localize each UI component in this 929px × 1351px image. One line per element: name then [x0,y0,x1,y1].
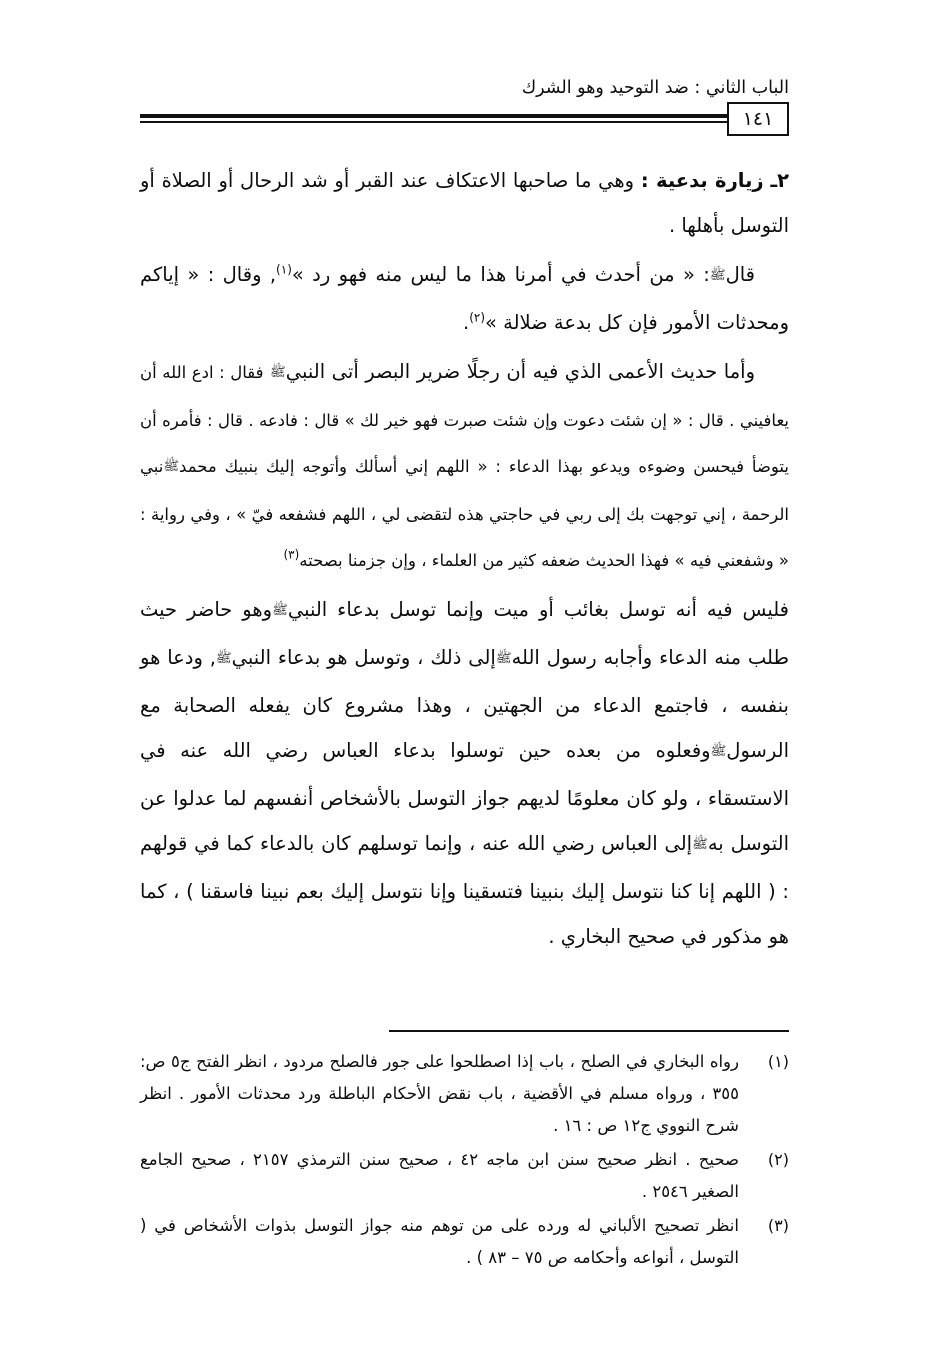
footnotes [140,1046,789,1276]
para3-part-b: فقال : ادع الله أن يعافيني . قال : « إن شئت دعوت وإن شئت صبرت فهو خير لك » قال : فادعه . قال : فأمره أن يتوضأ فيحسن وضوءه ويدعو بهذا الدعاء : « اللهم إني أسألك وأتوجه إليك بنبيك محمد [140,363,789,476]
para2-end: . [462,311,470,334]
footnote-item [140,1210,789,1274]
footnote-item [140,1144,789,1208]
footnote-separator [389,1030,789,1032]
header-rule-thin [140,121,734,123]
para3-part-c: نبي الرحمة ، إني توجهت بك إلى ربي في حاجتي هذه لتقضى لي ، اللهم فشفعه فيّ » ، وفي رواية : « وشفعني فيه » فهذا الحديث ضعفه كثير من العلماء ، وإن جزمنا بصحته [140,457,789,570]
salla-icon: ﷺ [272,603,288,618]
para4-part-e: وفعلوه من بعده حين توسلوا بدعاء العباس رضي الله عنه في الاستسقاء ، ولو كان معلومًا لديهم جواز التوسل بالأشخاص أنفسهم لما عدلوا عن التوسل به [140,739,789,855]
salla-icon: ﷺ [692,837,708,852]
item-number: ٢ـ [770,169,790,192]
numbered-item-2 [140,158,789,248]
footnote-text: صحيح . انظر صحيح سنن ابن ماجه ٤٢ ، صحيح سنن الترمذي ٢١٥٧ ، صحيح الجامع الصغير ٢٥٤٦ . [140,1150,739,1201]
item-title: زيارة بدعية : [640,169,764,192]
footnote-ref-3[interactable]: (٣) [283,547,300,562]
paragraph-explanation [140,587,789,959]
para4-part-a: فليس فيه أنه توسل بغائب أو ميت وإنما توسل بدعاء النبي [287,598,789,621]
salla-icon: ﷺ [270,365,286,380]
para2-part-b: : « من أحدث في أمرنا هذا ما ليس منه فهو رد » [291,263,710,286]
para2-part-a: قال [725,263,755,286]
footnote-marker: (٣) [767,1216,789,1235]
item-text: وهي ما صاحبها الاعتكاف عند القبر أو شد الرحال أو الصلاة أو التوسل بأهلها . [140,169,789,237]
footnote-text: رواه البخاري في الصلح ، باب إذا اصطلحوا على جور فالصلح مردود ، انظر الفتح ج٥ ص: ٣٥٥ ، ورواه مسلم في الأقضية ، باب نقض الأحكام الباطلة ورد محدثات الأمور . انظر شرح النووي ج١٢ ص : ١٦ . [140,1052,739,1135]
page-header [140,78,789,138]
para4-part-b: وهو حاضر حيث طلب منه الدعاء وأجابه رسول الله [140,598,790,669]
footnote-ref-1[interactable]: (١) [276,262,292,277]
para4-part-c: إلى ذلك ، وتوسل هو بدعاء النبي [231,646,496,669]
para4-part-f: إلى العباس رضي الله عنه ، وإنما توسلهم كان بالدعاء كما في قولهم : ( اللهم إنا كنا نتوسل إليك بنبينا فتسقينا وإنا نتوسل إليك بعم نبينا فاسقنا ) ، كما هو مذكور في صحيح البخاري . [140,832,789,948]
salla-icon: ﷺ [495,651,512,666]
salla-icon: ﷺ [163,459,180,474]
footnote-marker: (٢) [767,1150,789,1169]
paragraph-blind-man-hadith [140,349,789,583]
page-number: ١٤١ [727,102,789,136]
header-rule-thick [140,114,734,118]
para2-part-c: , وقال : « إياكم ومحدثات الأمور فإن كل بدعة ضلالة » [140,263,789,334]
page-body [140,158,789,963]
footnote-marker: (١) [767,1052,789,1071]
footnote-ref-2[interactable]: (٢) [469,310,486,325]
salla-icon: ﷺ [215,651,232,666]
footnote-item [140,1046,789,1142]
para4-part-d: , ودعا هو بنفسه ، فاجتمع الدعاء من الجهتين ، وهذا مشروع كان يفعله الصحابة مع الرسول [140,646,789,762]
paragraph-hadith-intro [140,252,789,345]
chapter-title: الباب الثاني : ضد التوحيد وهو الشرك [521,78,789,98]
para3-part-a: وأما حديث الأعمى الذي فيه أن رجلًا ضرير البصر أتى النبي [285,360,756,383]
header-rule [140,108,789,130]
footnote-text: انظر تصحيح الألباني له ورده على من توهم منه جواز التوسل بذوات الأشخاص في ( التوسل ، أنواعه وأحكامه ص ٧٥ – ٨٣ ) . [140,1216,739,1267]
salla-icon: ﷺ [709,268,726,283]
salla-icon: ﷺ [710,744,727,759]
